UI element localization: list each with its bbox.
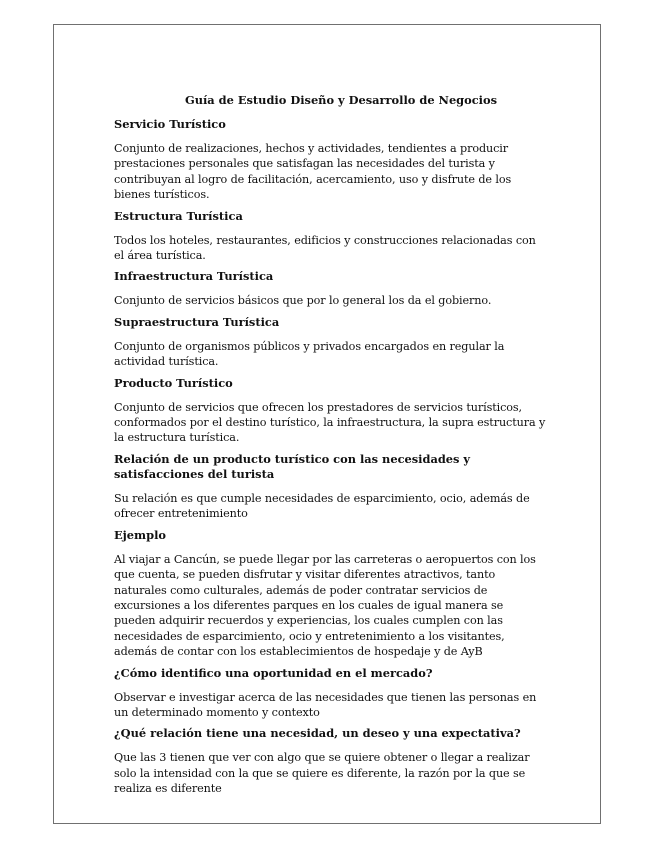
section-heading-necesidad-deseo: ¿Qué relación tiene una necesidad, un deseo y una expectativa? [114,726,521,741]
section-body-necesidad-deseo: Que las 3 tienen que ver con algo que se quiere obtener o llegar a realizar solo la intensidad con la que se quiere es diferente, la razón por la que se realiza es diferente [114,751,530,796]
section-heading-producto-turistico: Producto Turístico [114,375,233,390]
section-body-relacion-producto: Su relación es que cumple necesidades de esparcimiento, ocio, además de ofrecer entretenimiento [114,491,530,521]
document-content [114,93,546,803]
section-heading-estructura-turistica: Estructura Turística [114,208,243,223]
section-body-producto-turistico: Conjunto de servicios que ofrecen los prestadores de servicios turísticos, conformados por el destino turístico, la infraestructura, la supra estructura y la estructura turística. [114,400,546,445]
section-heading-oportunidad-mercado: ¿Cómo identifico una oportunidad en el mercado? [114,665,433,680]
section-body-supraestructura-turistica: Conjunto de organismos públicos y privados encargados en regular la actividad turística. [114,339,505,369]
document-title: Guía de Estudio Diseño y Desarrollo de Negocios [184,93,498,107]
section-body-servicio-turistico: Conjunto de realizaciones, hechos y actividades, tendientes a producir prestaciones personales que satisfagan las necesidades del turista y contribuyan al logro de facilitación, acercamiento, uso y disfrute de los bienes turísticos. [114,142,512,202]
section-body-estructura-turistica: Todos los hoteles, restaurantes, edificios y construcciones relacionadas con el área turística. [114,233,536,263]
section-heading-servicio-turistico: Servicio Turístico [114,117,226,131]
document-page [53,24,601,824]
section-body-oportunidad-mercado: Observar e investigar acerca de las necesidades que tienen las personas en un determinado momento y contexto [114,690,537,719]
section-heading-infraestructura-turistica: Infraestructura Turística [114,269,274,284]
section-body-infraestructura-turistica: Conjunto de servicios básicos que por lo general los da el gobierno. [114,294,492,308]
section-heading-supraestructura-turistica: Supraestructura Turística [114,314,280,329]
section-heading-ejemplo: Ejemplo [114,527,166,542]
section-body-ejemplo: Al viajar a Cancún, se puede llegar por las carreteras o aeropuertos con los que cuenta, se pueden disfrutar y visitar diferentes atractivos, tanto naturales como culturales, además de poder contratar servicios de excursiones a los diferentes parques en los cuales de igual manera se pueden adquirir recuerdos y experiencias, los cuales cumplen con las necesidades de esparcimiento, ocio y entretenimiento a los visitantes, además de contar con los establecimientos de hospedaje y de AyB [114,552,536,659]
section-heading-relacion-producto: Relación de un producto turístico con las necesidades y satisfacciones del turista [114,451,471,481]
